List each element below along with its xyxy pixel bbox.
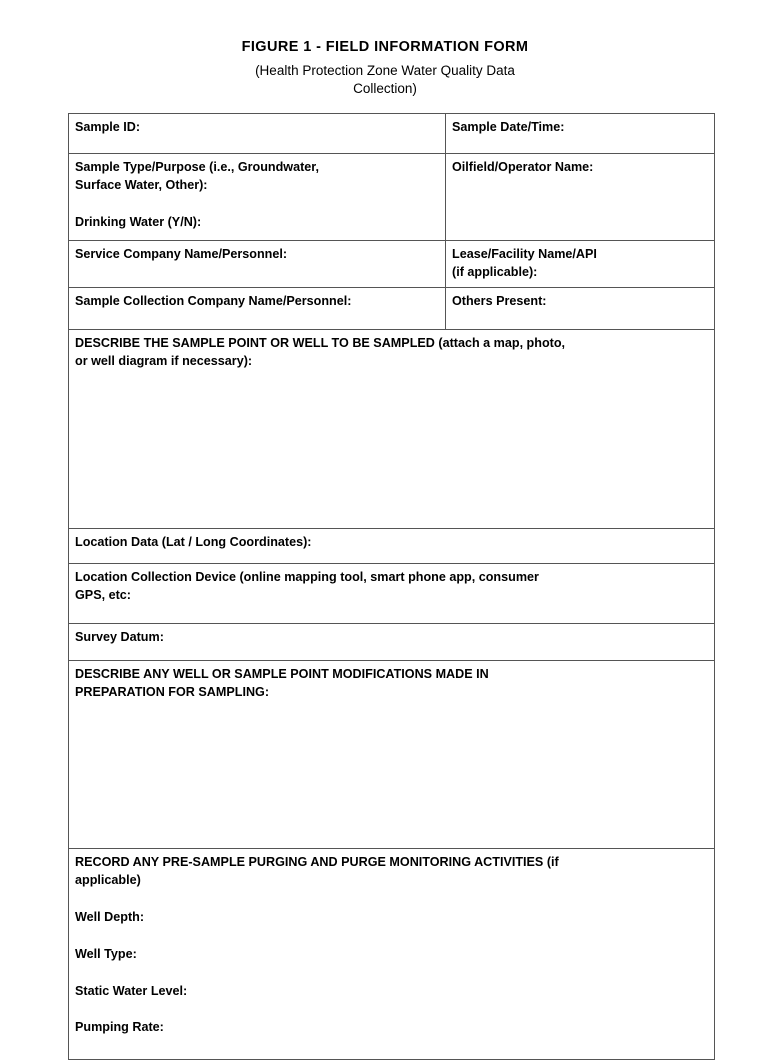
field-sample-datetime[interactable] <box>446 114 715 154</box>
field-oilfield-operator-label: Oilfield/Operator Name: <box>452 160 594 174</box>
field-location-collection-device[interactable] <box>69 564 715 624</box>
field-lease-facility-line-2: (if applicable): <box>452 264 538 279</box>
table-row <box>69 114 715 154</box>
table-row <box>69 288 715 330</box>
field-describe-modifications-line-1: DESCRIBE ANY WELL OR SAMPLE POINT MODIFICATIONS MADE IN <box>75 667 489 681</box>
field-others-present-label: Others Present: <box>452 294 547 308</box>
field-describe-sample-point-line-2: or well diagram if necessary): <box>75 353 253 368</box>
field-record-purging-line-2: applicable) <box>75 872 141 887</box>
field-lease-facility-line-1: Lease/Facility Name/API <box>452 247 597 261</box>
field-sample-type-line-2: Surface Water, Other): <box>75 177 208 192</box>
page-subtitle <box>0 62 770 98</box>
field-pumping-rate-label: Pumping Rate: <box>75 1020 164 1035</box>
page-title: FIGURE 1 - FIELD INFORMATION FORM <box>241 39 529 55</box>
field-sample-collection-company[interactable] <box>69 288 446 330</box>
table-row <box>69 529 715 564</box>
table-row <box>69 564 715 624</box>
field-service-company-label: Service Company Name/Personnel: <box>75 247 288 261</box>
field-record-purging-line-1: RECORD ANY PRE-SAMPLE PURGING AND PURGE MONITORING ACTIVITIES (if <box>75 855 559 869</box>
table-row <box>69 241 715 288</box>
field-location-device-line-2: GPS, etc: <box>75 587 131 602</box>
field-describe-sample-point-line-1: DESCRIBE THE SAMPLE POINT OR WELL TO BE SAMPLED (attach a map, photo, <box>75 336 566 350</box>
field-survey-datum[interactable] <box>69 624 715 661</box>
field-describe-modifications-line-2: PREPARATION FOR SAMPLING: <box>75 684 270 699</box>
field-sample-id-label: Sample ID: <box>75 120 141 134</box>
field-describe-sample-point[interactable] <box>69 330 715 529</box>
field-well-depth-label: Well Depth: <box>75 909 145 924</box>
page-subtitle-line-1: (Health Protection Zone Water Quality Data <box>255 63 515 79</box>
table-row <box>69 661 715 849</box>
page-subtitle-line-2: Collection) <box>353 81 417 97</box>
table-row <box>69 849 715 1060</box>
table-row <box>69 624 715 661</box>
field-survey-datum-label: Survey Datum: <box>75 630 164 644</box>
field-describe-modifications[interactable] <box>69 661 715 849</box>
field-oilfield-operator-name[interactable] <box>446 154 715 241</box>
field-location-data[interactable] <box>69 529 715 564</box>
field-record-purging[interactable] <box>69 849 715 1060</box>
cell-spacer <box>75 1000 714 1019</box>
field-sample-type-purpose[interactable] <box>69 154 446 241</box>
table-row <box>69 330 715 529</box>
cell-spacer <box>75 890 714 909</box>
field-static-water-level-label: Static Water Level: <box>75 983 188 998</box>
cell-spacer <box>75 964 714 983</box>
field-others-present[interactable] <box>446 288 715 330</box>
field-sample-datetime-label: Sample Date/Time: <box>452 120 565 134</box>
field-well-type-label: Well Type: <box>75 946 137 961</box>
field-location-device-line-1: Location Collection Device (online mapping tool, smart phone app, consumer <box>75 570 539 584</box>
document-heading <box>0 38 770 99</box>
field-location-data-label: Location Data (Lat / Long Coordinates): <box>75 535 312 549</box>
field-lease-facility-api[interactable] <box>446 241 715 288</box>
field-sample-collection-company-label: Sample Collection Company Name/Personnel: <box>75 294 352 308</box>
cell-spacer <box>75 195 445 214</box>
field-information-table <box>68 113 715 1060</box>
cell-spacer <box>75 927 714 946</box>
field-drinking-water-label: Drinking Water (Y/N): <box>75 214 202 229</box>
field-sample-id[interactable] <box>69 114 446 154</box>
field-service-company[interactable] <box>69 241 446 288</box>
field-sample-type-line-1: Sample Type/Purpose (i.e., Groundwater, <box>75 160 320 174</box>
table-row <box>69 154 715 241</box>
